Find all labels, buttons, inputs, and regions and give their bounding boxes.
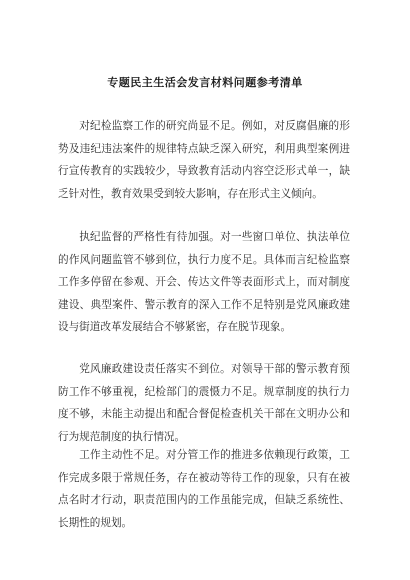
paragraph-2: 执纪监督的严格性有待加强。对一些窗口单位、执法单位的作风问题监管不够到位，执行力度不足。具体而言纪检监察工作多停留在参观、开会、传达文件等表面形式上，而对制度建设、典型案件、警示教育的深入工作不足特别是党风廉政建设与街道改革发展结合不够紧密，存在脱节现象。 — [58, 231, 350, 334]
paragraph-1: 对纪检监察工作的研究尚显不足。例如，对反腐倡廉的形势及违纪违法案件的规律特点缺乏深入研究，利用典型案例进行宣传教育的实践较少，导致教育活动内容空泛形式单一，缺乏针对性，教育效果受到较大影响，存在形式主义倾向。 — [58, 120, 350, 200]
paragraph-4: 工作主动性不足。对分管工作的推进多依赖现行政策，工作完成多限于常规任务，存在被动等待工作的现象，只有在被点名时才行动，职责范围内的工作虽能完成，但缺乏系统性、长期性的规划。 — [58, 449, 350, 529]
document-title: 专题民主生活会发言材料问题参考清单 — [107, 76, 303, 89]
paragraph-3: 党风廉政建设责任落实不到位。对领导干部的警示教育预防工作不够重视，纪检部门的震慑力不足。规章制度的执行力度不够，未能主动提出和配合督促检查机关干部在文明办公和行为规范制度的执行情况。 — [58, 363, 350, 443]
